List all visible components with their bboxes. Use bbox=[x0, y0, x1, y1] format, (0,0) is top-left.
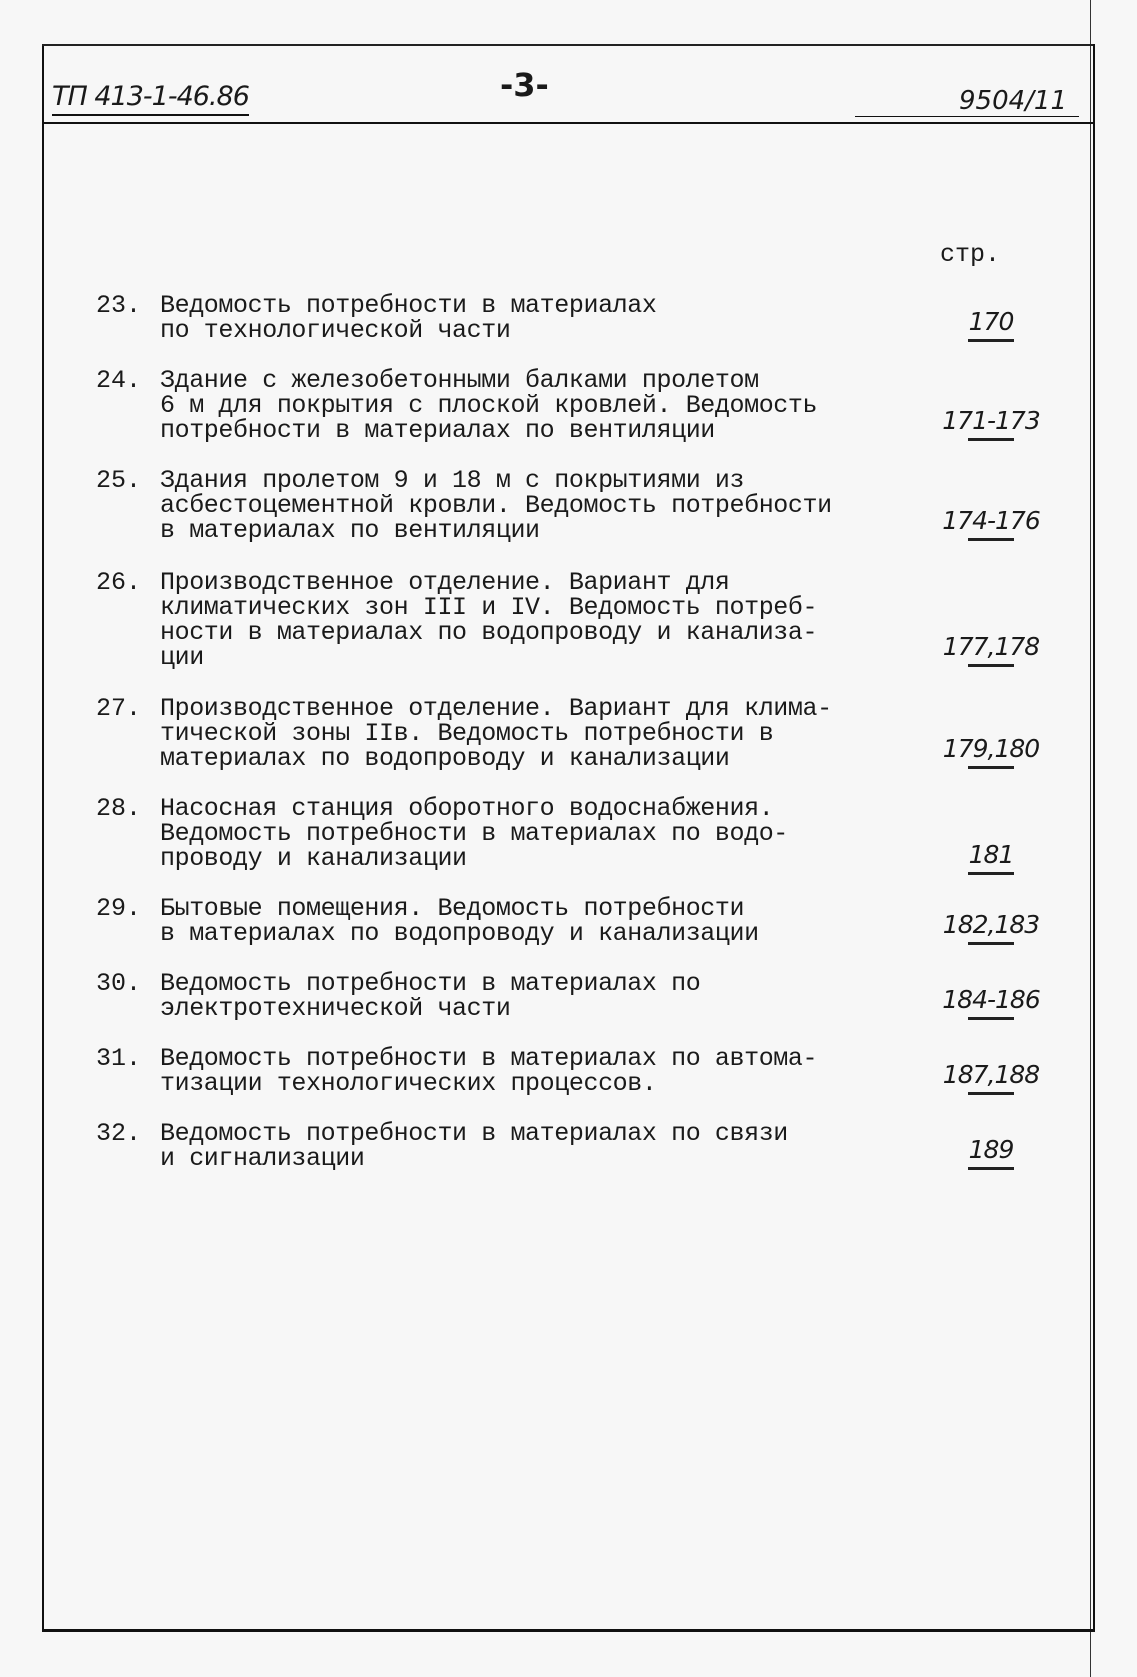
entry-title: Производственное отделение. Вариант для климатических зон III и IV. Ведомость потреб- ности в материалах по водопроводу и канализа- ции bbox=[160, 568, 818, 672]
entry-pages: 189 bbox=[916, 1135, 1066, 1164]
pages-column-label: стр. bbox=[940, 240, 1001, 269]
inventory-number: 9504/11 bbox=[855, 86, 1079, 117]
entry-pages: 170 bbox=[916, 307, 1066, 336]
document-code: ТП 413-1-46.86 bbox=[52, 80, 249, 116]
entry-pages: 171-173 bbox=[916, 406, 1066, 435]
entry-number: 32. bbox=[96, 1119, 142, 1148]
entry-title: Бытовые помещения. Ведомость потребности в материалах по водопроводу и канализации bbox=[160, 894, 759, 948]
entry-number: 26. bbox=[96, 568, 142, 597]
entry-number: 30. bbox=[96, 969, 142, 998]
entry-pages: 181 bbox=[916, 840, 1066, 869]
entry-pages: 174-176 bbox=[916, 506, 1066, 535]
entry-title: Здания пролетом 9 и 18 м с покрытиями из асбестоцементной кровли. Ведомость потребности в материалах по вентиляции bbox=[160, 466, 832, 545]
entry-number: 25. bbox=[96, 466, 142, 495]
entry-number: 28. bbox=[96, 794, 142, 823]
entry-title: Ведомость потребности в материалах по связи и сигнализации bbox=[160, 1119, 788, 1173]
entry-title: Производственное отделение. Вариант для клима- тической зоны IIв. Ведомость потребности в материалах по водопроводу и канализации bbox=[160, 694, 832, 773]
entry-number: 24. bbox=[96, 366, 142, 395]
entry-number: 31. bbox=[96, 1044, 142, 1073]
entry-pages: 184-186 bbox=[916, 985, 1066, 1014]
entry-pages: 187,188 bbox=[916, 1060, 1066, 1089]
frame-top-border bbox=[42, 44, 1093, 46]
entry-title: Ведомость потребности в материалах по технологической части bbox=[160, 291, 657, 345]
page-number: -3- bbox=[500, 66, 549, 104]
entry-pages: 177,178 bbox=[916, 632, 1066, 661]
entry-title: Насосная станция оборотного водоснабжения. Ведомость потребности в материалах по водо- проводу и канализации bbox=[160, 794, 788, 873]
entry-number: 27. bbox=[96, 694, 142, 723]
entry-number: 29. bbox=[96, 894, 142, 923]
entry-title: Здание с железобетонными балками пролетом 6 м для покрытия с плоской кровлей. Ведомость потребности в материалах по вентиляции bbox=[160, 366, 818, 445]
entry-pages: 182,183 bbox=[916, 910, 1066, 939]
entry-number: 23. bbox=[96, 291, 142, 320]
entry-title: Ведомость потребности в материалах по электротехнической части bbox=[160, 969, 701, 1023]
header-divider bbox=[42, 122, 1093, 124]
entry-title: Ведомость потребности в материалах по автома- тизации технологических процессов. bbox=[160, 1044, 818, 1098]
entry-pages: 179,180 bbox=[916, 734, 1066, 763]
